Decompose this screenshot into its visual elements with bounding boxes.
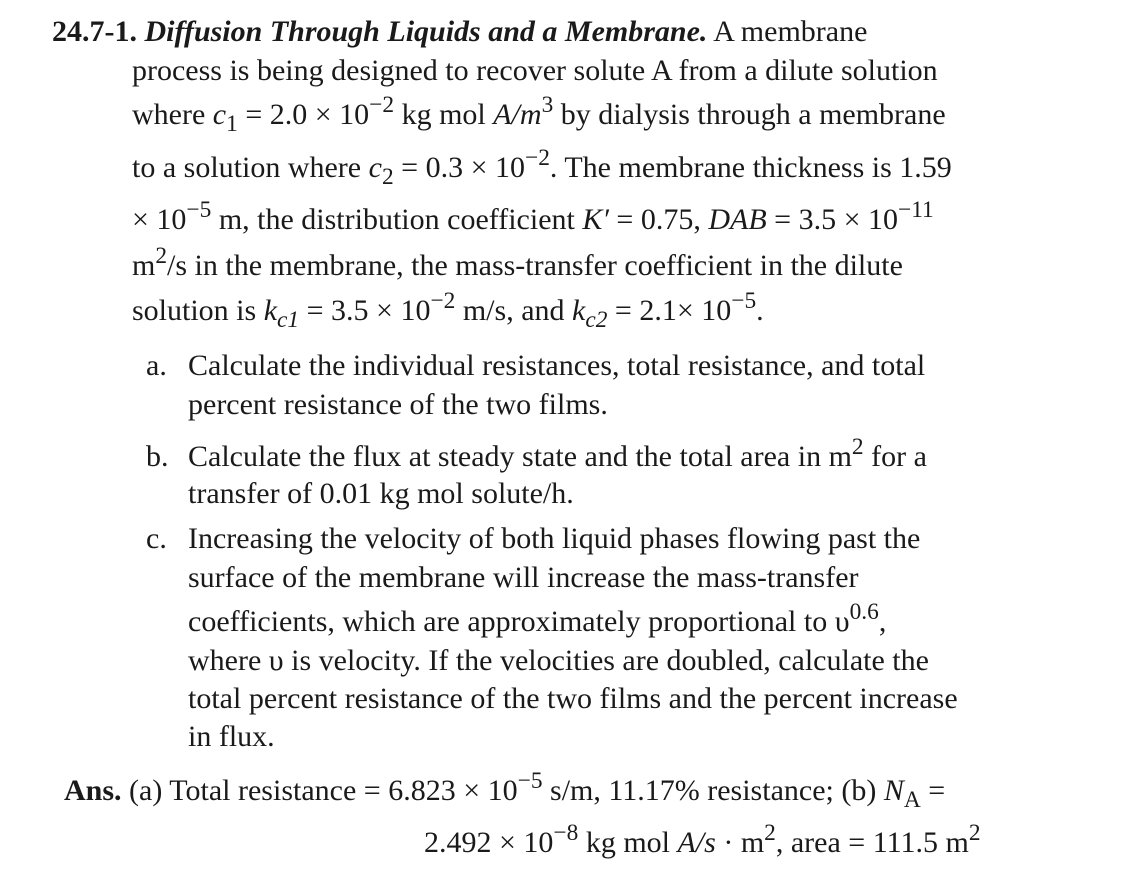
answer-line-2: $2.492 \times 10^{-8}$ kg mol $A/s \cdot m^2$, area = 111.5 $m^2$	[424, 819, 981, 859]
part-a-line-1: Calculate the individual resistances, total resistance, and total	[188, 349, 926, 382]
answer-label: Ans.	[64, 774, 122, 807]
answer-line-1: Ans. (a) Total resistance = $6.823 \times 10^{-5}$ s/m, 11.17% resistance; (b) $N_A$ =	[64, 767, 946, 814]
part-c-line-3: coefficients, which are approximately proportional to $\upsilon^{0.6}$,	[188, 598, 887, 638]
part-b-line-1: Calculate the flux at steady state and the total area in $m^2$ for a	[188, 433, 927, 473]
part-c-line-1: Increasing the velocity of both liquid phases flowing past the	[188, 522, 921, 555]
problem-line-1	[52, 17, 867, 47]
part-a-line-2: percent resistance of the two films.	[188, 388, 608, 421]
part-c-line-4: where υ is velocity. If the velocities are doubled, calculate the	[188, 644, 929, 677]
problem-line-5: × $10^{-5}$ m, the distribution coefficient K′ = 0.75, DAB = $3.5 \times 10^{-11}$	[132, 196, 934, 236]
problem-title: Diffusion Through Liquids and a Membrane.	[144, 15, 708, 48]
problem-line-7: solution is $k_{c1} = 3.5 \times 10^{-2}$ m/s, and $k_{c2} = 2.1\times 10^{-5}$.	[132, 287, 764, 334]
problem-line-3: where $c_1 = 2.0 \times 10^{-2}$ kg mol $A/m^3$ by dialysis through a membrane	[132, 91, 946, 138]
problem-intro: A membrane	[713, 15, 868, 48]
part-c-label: c.	[146, 522, 167, 555]
problem-number: 24.7-1.	[52, 15, 137, 48]
part-b-line-2: transfer of 0.01 kg mol solute/h.	[188, 477, 574, 510]
part-c-line-2: surface of the membrane will increase the mass-transfer	[188, 561, 859, 594]
part-c-line-6: in flux.	[188, 720, 275, 753]
problem-line-6: $m^2/s$ in the membrane, the mass-transfer coefficient in the dilute	[132, 242, 903, 282]
part-a-label: a.	[146, 349, 167, 382]
problem-line-2: process is being designed to recover solute A from a dilute solution	[132, 54, 938, 87]
problem-line-4: to a solution where $c_2 = 0.3 \times 10^{-2}$. The membrane thickness is 1.59	[132, 144, 952, 191]
part-b-label: b.	[146, 440, 169, 473]
part-c-line-5: total percent resistance of the two films and the percent increase	[188, 682, 958, 715]
